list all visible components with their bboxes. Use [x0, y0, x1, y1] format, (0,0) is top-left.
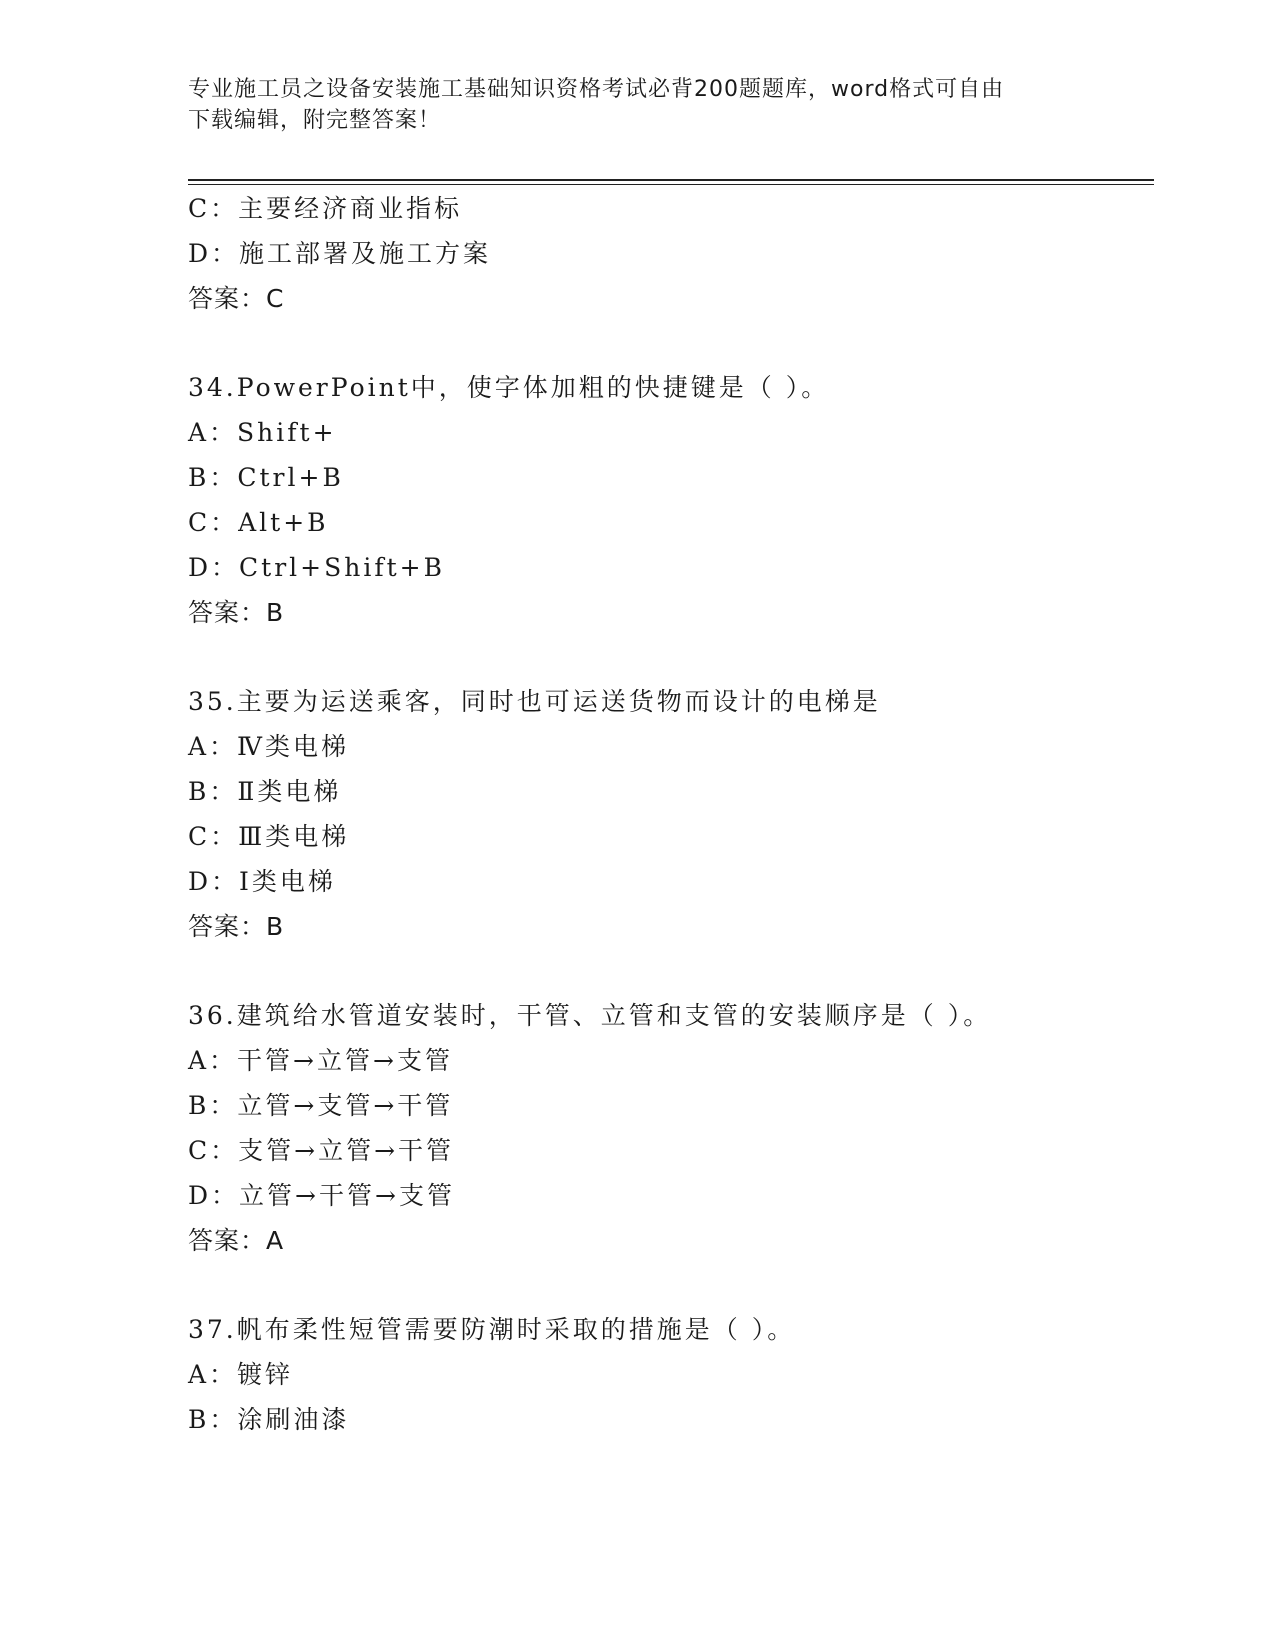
- answer-line: 答案：C: [188, 284, 285, 313]
- header-rule-thin: [188, 184, 1154, 185]
- option-line: B：涂刷油漆: [188, 1405, 350, 1434]
- question-text: 37.帆布柔性短管需要防潮时采取的措施是（ ）。: [188, 1315, 796, 1344]
- option-line: D：Ctrl+Shift+B: [188, 553, 445, 582]
- option-line: A：镀锌: [188, 1360, 294, 1389]
- option-line: A：干管→立管→支管: [188, 1046, 453, 1075]
- header-rule-thick: [188, 179, 1154, 181]
- option-line: A：Shift+: [188, 418, 337, 447]
- option-line: C：Alt+B: [188, 508, 329, 537]
- option-line: B：立管→支管→干管: [188, 1091, 454, 1120]
- option-line: D：施工部署及施工方案: [188, 239, 492, 268]
- document-header: [188, 74, 1068, 136]
- option-line: D：Ⅰ类电梯: [188, 867, 336, 896]
- question-text: 35.主要为运送乘客，同时也可运送货物而设计的电梯是: [188, 687, 881, 716]
- option-line: D：立管→干管→支管: [188, 1181, 455, 1210]
- header-line-2: 下载编辑，附完整答案！: [188, 108, 442, 133]
- option-line: C：主要经济商业指标: [188, 194, 463, 223]
- option-line: C：支管→立管→干管: [188, 1136, 455, 1165]
- option-line: B：Ctrl+B: [188, 463, 344, 492]
- answer-line: 答案：B: [188, 598, 285, 627]
- option-line: C：Ⅲ类电梯: [188, 822, 350, 851]
- question-text: 34.PowerPoint中，使字体加粗的快捷键是（ ）。: [188, 373, 830, 402]
- header-line-1: 专业施工员之设备安装施工基础知识资格考试必背200题题库，word格式可自由: [188, 77, 1005, 102]
- option-line: B：Ⅱ类电梯: [188, 777, 342, 806]
- option-line: A：Ⅳ类电梯: [188, 732, 350, 761]
- question-text: 36.建筑给水管道安装时，干管、立管和支管的安装顺序是（ ）。: [188, 1001, 992, 1030]
- answer-line: 答案：A: [188, 1226, 285, 1255]
- answer-line: 答案：B: [188, 912, 285, 941]
